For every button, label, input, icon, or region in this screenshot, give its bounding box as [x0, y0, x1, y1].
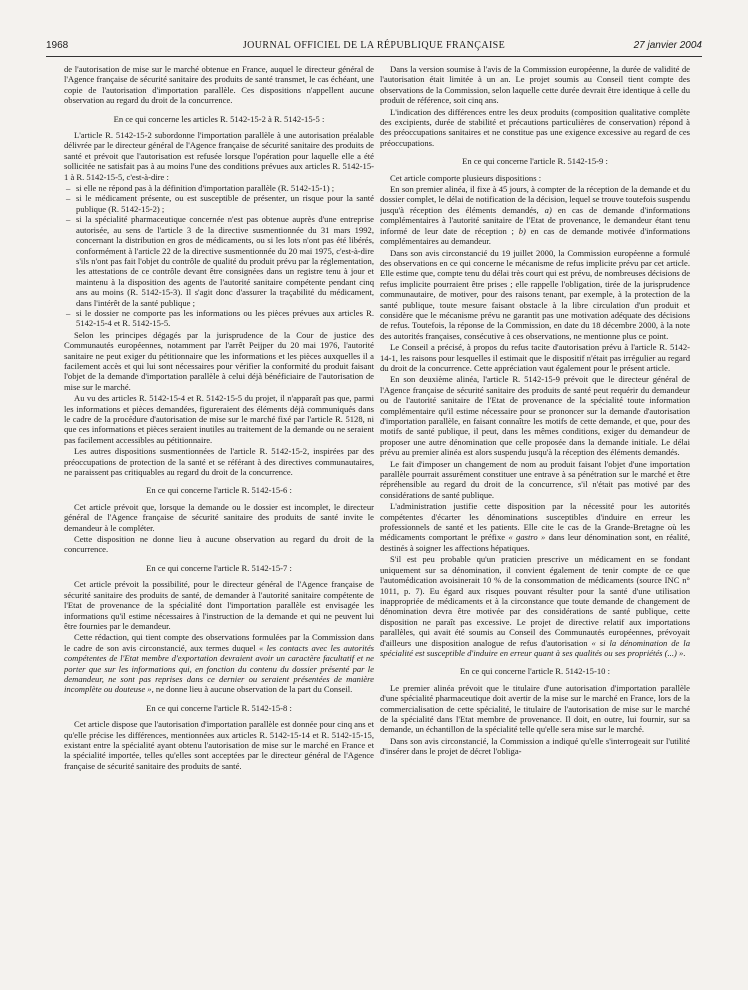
page-header	[46, 40, 702, 56]
header-rule	[46, 56, 702, 57]
paragraph: Le premier alinéa prévoit que le titulaire d'une autorisation d'importation parallèle d'une spécialité pharmaceutique doit avertir de la mise sur le marché en France, lors de la commercialisation de cette spécialité, le titulaire de l'autorisation de mise sur le marché de la spécialité dans l'Etat membre de provenance. Il doit, en outre, lui fournir, sur sa demande, un échantillon de la spécialité telle qu'elle sera mise sur le marché.	[380, 682, 690, 735]
paragraph: Cet article comporte plusieurs dispositions :	[390, 172, 542, 183]
journal-title: JOURNAL OFFICIEL DE LA RÉPUBLIQUE FRANÇAISE	[242, 40, 506, 51]
paragraph: Dans son avis circonstancié du 19 juillet 2000, la Commission européenne a formulé des observations en ce qui concerne le mécanisme de refus implicite prévu par cet article. Elle estime que, compte tenu du délai très court qui est prévu, de nombreuses décisions de refus implicite pourraient être prises ; elle rappelle l'obligation, tirée de la jurisprudence communautaire, de motiver, pour des raisons tenant, par exemple, à la protection de la santé publique, toute mesure faisant obstacle à la libre circulation d'un produit et considère que le mécanisme prévu ne garantit pas une motivation adéquate des décisions de refus. Toutefois, la réponse de la Commission, en date du 18 décembre 2000, à la note des autorités françaises, consécutive à ces observations, ne mentionne plus ce point.	[380, 247, 690, 341]
text-run: en cas de demande motivée d'informations complémentaires au demandeur.	[380, 225, 690, 247]
paragraph: Cet article dispose que l'autorisation d'importation parallèle est donnée pour cinq ans et qu'elle précise les différences, mentionnées aux articles R. 5142-15-14 et R. 5142-15-15, existant entre la spécialité ayant obtenu l'autorisation de mise sur le marché en France et la spécialité importée, telles qu'elles sont acceptées par le directeur général de l'Agence française de sécurité sanitaire des produits de santé.	[64, 719, 374, 771]
quotation: « si la dénomination de la spécialité est susceptible d'induire en erreur quant à ses qualités ou ses propriétés (...) »	[380, 637, 690, 658]
paragraph: Cet article prévoit que, lorsque la demande ou le dossier est incomplet, le directeur général de l'Agence française de sécurité sanitaire des produits de santé invite le demandeur à le compléter.	[64, 501, 374, 533]
paragraph: L'indication des différences entre les deux produits (composition qualitative complète des excipients, durée de stabilité et précautions particulières de conservation) répond à des préoccupations sanitaires et ne constitue pas une exigence excessive au regard de ces préoccupations.	[380, 106, 690, 148]
paragraph: Le fait d'imposer un changement de nom au produit faisant l'objet d'une importation parallèle pourrait assurément constituer une entrave à sa pénétration sur le marché et être répréhensible au regard du droit de la concurrence, s'il n'était pas motivé par des considérations de santé publique.	[380, 458, 690, 500]
paragraph: de l'autorisation de mise sur le marché obtenue en France, auquel le directeur général de l'Agence française de sécurité sanitaire des produits de santé transmet, le cas échéant, une copie de l'autorisation d'importation parallèle. Ces dispositions n'appellent aucune observation au regard du droit de la concurrence.	[64, 64, 374, 106]
text-run: , ne donne lieu à aucune observation de la part du Conseil.	[151, 684, 353, 695]
list-item: – si elle ne répond pas à la définition d'importation parallèle (R. 5142-15-1) ;	[76, 183, 374, 193]
section-heading: En ce qui concerne l'article R. 5142-15-9 :	[462, 156, 608, 167]
paragraph: Au vu des articles R. 5142-15-4 et R. 5142-15-5 du projet, il n'apparaît pas que, parmi les informations et pièces demandées, figureraient des éléments déjà communiqués dans le cadre de la procédure d'autorisation de mise sur le marché fixé par l'article R. 5128, ni que ces informations et pièces seraient inutiles au traitement de la demande ou ne seraient pas facilement accessibles au pétitionnaire.	[64, 393, 374, 445]
section-heading: En ce qui concerne l'article R. 5142-15-10 :	[460, 666, 610, 677]
paragraph	[380, 184, 690, 246]
paragraph	[380, 554, 690, 658]
list-item: – si la spécialité pharmaceutique concernée n'est pas obtenue auprès d'une entreprise autorisée, au sens de l'article 3 de la directive susmentionnée du 31 mars 1992, concernant la distribution en gros de médicaments, ou si les lots n'ont pas été libérés, conformément à l'article 22 de la directive susmentionnée du 20 mai 1975, c'est-à-dire s'ils n'ont pas fait l'objet du contrôle de qualité du produit prévu par la réglementation, les attestations de ce contrôle devant être consignées dans un registre tenu à jour et maintenu à la disposition des agents de l'autorité sanitaire compétente pendant cinq ans au moins (R. 5142-15-3). Il s'agit donc d'assurer la traçabilité du médicament, dans l'intérêt de la santé publique ;	[76, 214, 374, 308]
paragraph: Dans son avis circonstancié, la Commission a indiqué qu'elle s'interrogeait sur l'utilité d'insérer dans le projet de décret l'obliga-	[380, 735, 690, 757]
section-heading: En ce qui concerne l'article R. 5142-15-6 :	[146, 485, 292, 496]
text-run: Cette rédaction, qui tient compte des observations formulées par la Commission dans le cadre de son avis circonstancié, aux termes duquel	[64, 632, 374, 653]
paragraph: Les autres dispositions susmentionnées de l'article R. 5142-15-2, inspirées par des préoccupations de protection de la santé et se référant à des directives communautaires, ne paraissent pas critiquables au regard du droit de la concurrence.	[64, 446, 374, 478]
paragraph: Cet article prévoit la possibilité, pour le directeur général de l'Agence française de sécurité sanitaire des produits de santé, de demander à l'autorité sanitaire compétente de l'Etat de provenance de la spécialité dont l'importation parallèle est envisagée les informations qu'il estime nécessaires à l'instruction de la demande et qui ne peuvent lui être fournies par le demandeur.	[64, 579, 374, 631]
text-run: dans leur dénomination sont, en réalité, destinés à soigner les affections hépatiques.	[380, 532, 690, 553]
left-column	[64, 64, 374, 982]
list-item: – si le médicament présente, ou est susceptible de présenter, un risque pour la santé publique (R. 5142-15-2) ;	[76, 193, 374, 214]
section-heading: En ce qui concerne les articles R. 5142-15-2 à R. 5142-15-5 :	[113, 113, 325, 124]
quotation: « gastro »	[508, 532, 546, 543]
paragraph: Selon les principes dégagés par la jurisprudence de la Cour de justice des Communautés européennes, notamment par l'arrêt Peijper du 20 mai 1976, l'autorité sanitaire ne peut exiger du pétitionnaire que les informations et les pièces auxquelles il a facilement accès et qui lui sont nécessaires pour vérifier la conformité du produit faisant l'objet de la demande d'importation parallèle à celui déjà bénéficiaire de l'autorisation de mise sur le marché.	[64, 329, 374, 392]
paragraph: En son deuxième alinéa, l'article R. 5142-15-9 prévoit que le directeur général de l'Agence française de sécurité sanitaire des produits de santé peut requérir du demandeur ou de l'autorité sanitaire de l'Etat de provenance de la spécialité toute information complémentaire qu'il estime nécessaire pour se prononcer sur la demande d'autorisation d'importation parallèle, en faisant connaître les motifs de cette demande, et que, pour des motifs de santé publique, il peut, dans les mêmes conditions, exiger du demandeur de proposer une autre dénomination que celle proposée dans la demande initiale. Le délai prévu au premier alinéa est alors suspendu jusqu'à la réception des éléments demandés.	[380, 374, 690, 458]
section-heading: En ce qui concerne l'article R. 5142-15-8 :	[146, 702, 292, 713]
paragraph: Cette disposition ne donne lieu à aucune observation au regard du droit de la concurrence.	[64, 534, 374, 555]
item-marker: a)	[544, 204, 552, 215]
paragraph: Dans la version soumise à l'avis de la Commission européenne, la durée de validité de l'autorisation était limitée à un an. Le projet soumis au Conseil tient compte des observations de la Commission, selon laquelle cette durée devrait être identique à celle du produit de référence, soit cinq ans.	[380, 64, 690, 106]
text-run: L'administration justifie cette disposition par la nécessité pour les autorités compétentes d'écarter les dénominations susceptibles d'induire en erreur les professionnels de santé et les patients. Elle cite le cas de la Grande-Bretagne où les médicaments comportant le préfixe	[380, 501, 690, 543]
section-heading: En ce qui concerne l'article R. 5142-15-7 :	[146, 562, 292, 573]
quotation: « les contacts avec les autorités compétentes de l'Etat membre d'exportation devraient avoir un caractère facultatif et ne porter que sur les informations qui, en fonction du contenu du dossier présenté par le demandeur, ne sont pas reprises dans ce dernier ou seraient présentées de manière incomplète ou douteuse »	[64, 642, 374, 695]
paragraph	[380, 501, 690, 553]
text-run: S'il est peu probable qu'un praticien prescrive un médicament en se fondant uniquement sur sa dénomination, il convient également de tenir compte de ce que l'automédication avoisinerait 10 % de la consommation de médicaments (source INC n° 1011, p. 7). Eu égard aux risques pouvant résulter pour la santé d'une utilisation inappropriée de médicaments et à la circonstance que toute demande de changement de dénomination devra être motivée par des considérations de santé publique, cette disposition ne paraît pas excessive. Le projet de directive relatif aux importations parallèles, qui avait été soumis au Conseil des Communautés européennes, prévoyait d'ailleurs une disposition analogue de refus d'autorisation	[380, 554, 690, 648]
condition-list	[64, 183, 374, 329]
item-marker: b)	[518, 225, 526, 236]
page-number: 1968	[46, 40, 69, 51]
text-run: en cas de demande d'informations complémentaires à l'autorité sanitaire de l'Etat de provenance, le demandeur étant tenu informé de leur date de réception ;	[380, 204, 690, 236]
paragraph: Le Conseil a précisé, à propos du refus tacite d'autorisation prévu à l'article R. 5142-14-1, les raisons pour lesquelles il estimait que le dispositif n'était pas irrégulier au regard du droit de la concurrence. Cette appréciation vaut également pour le présent article.	[380, 342, 690, 373]
right-column	[380, 64, 690, 982]
text-run: En son premier alinéa, il fixe à 45 jours, à compter de la réception de la demande et du dossier complet, le délai de notification de la décision, lequel se trouve toutefois suspendu jusqu'à réception des éléments demandés,	[380, 184, 690, 215]
text-run: .	[683, 647, 686, 658]
paragraph: L'article R. 5142-15-2 subordonne l'importation parallèle à une autorisation préalable délivrée par le directeur général de l'Agence française de sécurité sanitaire des produits de santé et prévoit que l'autorisation est refusée lorsque l'opération pour laquelle elle a été sollicitée ne satisfait pas à au moins l'une des conditions prévues aux articles R. 5142-15-1 à R. 5142-15-5, c'est-à-dire :	[64, 130, 374, 182]
list-item: – si le dossier ne comporte pas les informations ou les pièces prévues aux articles R. 5142-15-4 et R. 5142-15-5.	[76, 308, 374, 329]
issue-date: 27 janvier 2004	[633, 40, 702, 51]
paragraph	[64, 632, 374, 694]
